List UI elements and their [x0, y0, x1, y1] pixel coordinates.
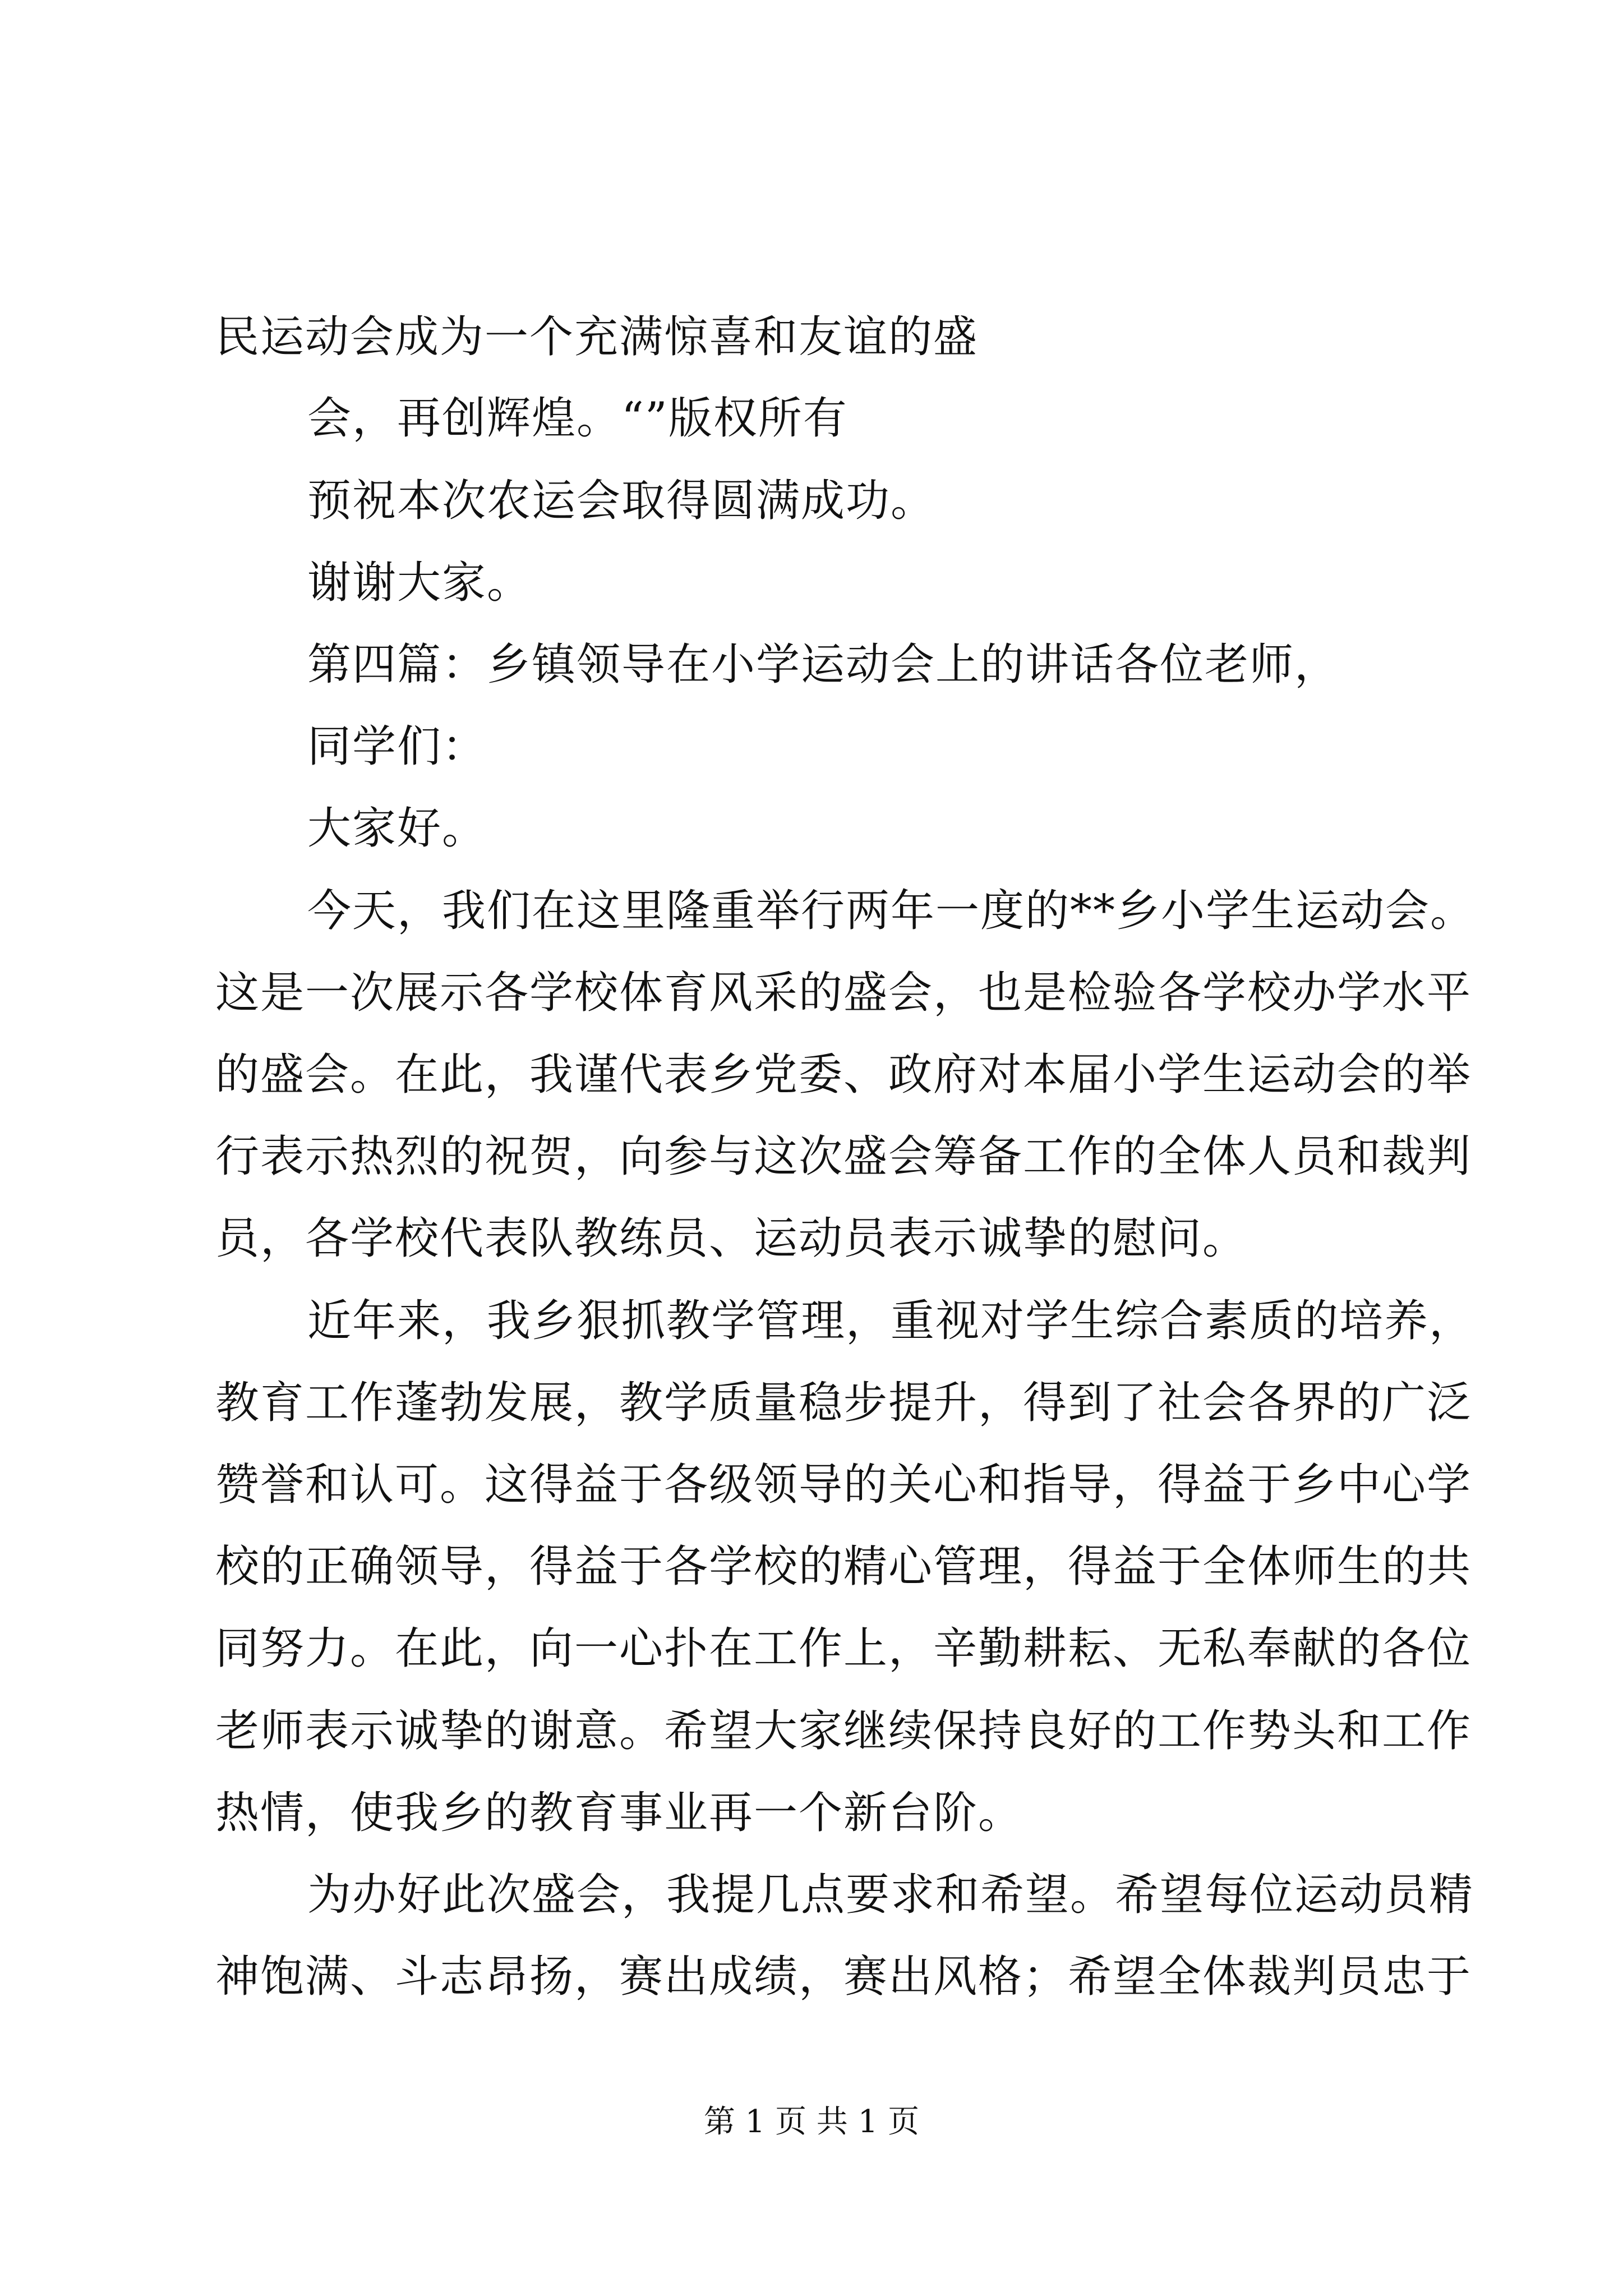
text-line: 谢谢大家。 [307, 558, 532, 608]
text-line: 预祝本次农运会取得圆满成功。 [307, 476, 936, 526]
text-line: 大家好。 [307, 803, 487, 854]
text-line: 神饱满、斗志昂扬，赛出成绩，赛出风格；希望全体裁判员忠于 [215, 1952, 1472, 2002]
text-line: 行表示热烈的祝贺，向参与这次盛会筹备工作的全体人员和裁判 [215, 1131, 1472, 1182]
text-line: 热情，使我乡的教育事业再一个新台阶。 [215, 1788, 1023, 1838]
text-line: 同学们： [307, 721, 487, 772]
text-line: 会，再创辉煌。“”版权所有 [307, 393, 848, 444]
text-line: 赞誉和认可。这得益于各级领导的关心和指导，得益于乡中心学 [215, 1460, 1472, 1510]
text-line: 民运动会成为一个充满惊喜和友谊的盛 [215, 312, 979, 362]
page-number-footer: 第 1 页 共 1 页 [703, 2104, 920, 2140]
text-line: 近年来，我乡狠抓教学管理，重视对学生综合素质的培养， [307, 1296, 1474, 1346]
text-line: 为办好此次盛会，我提几点要求和希望。希望每位运动员精 [307, 1870, 1474, 1920]
text-line: 同努力。在此，向一心扑在工作上，辛勤耕耘、无私奉献的各位 [215, 1623, 1472, 1674]
text-line: 校的正确领导，得益于各学校的精心管理，得益于全体师生的共 [215, 1542, 1472, 1592]
text-line: 员，各学校代表队教练员、运动员表示诚挚的慰问。 [215, 1213, 1248, 1264]
text-line: 的盛会。在此，我谨代表乡党委、政府对本届小学生运动会的举 [215, 1050, 1472, 1100]
text-line: 教育工作蓬勃发展，教学质量稳步提升，得到了社会各界的广泛 [215, 1378, 1472, 1428]
section-heading: 第四篇：乡镇领导在小学运动会上的讲话各位老师， [307, 639, 1340, 690]
text-line: 老师表示诚挚的谢意。希望大家继续保持良好的工作势头和工作 [215, 1706, 1472, 1756]
text-line: 今天，我们在这里隆重举行两年一度的**乡小学生运动会。 [307, 886, 1476, 936]
text-line: 这是一次展示各学校体育风采的盛会，也是检验各学校办学水平 [215, 968, 1472, 1018]
